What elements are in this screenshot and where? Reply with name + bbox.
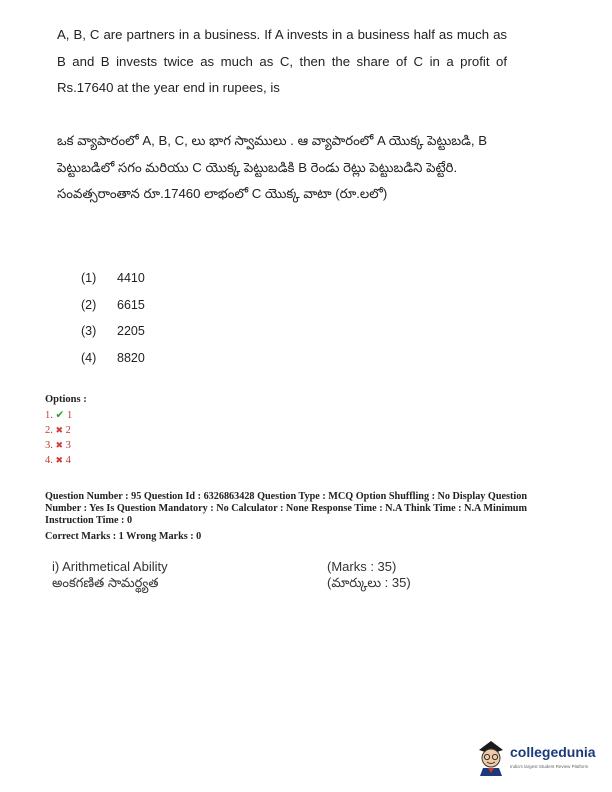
option-item-1 (45, 409, 72, 423)
option-value: 1 (66, 410, 73, 421)
option-label: 1. (45, 410, 53, 421)
option-label: 2. (45, 425, 53, 436)
choice-3 (81, 321, 145, 348)
option-label: 4. (45, 455, 53, 466)
option-value: 3 (65, 440, 71, 451)
choice-value: 4410 (117, 271, 145, 285)
marks-line: Correct Marks : 1 Wrong Marks : 0 (45, 531, 202, 542)
choice-number: (3) (81, 324, 97, 338)
section-name-en: i) Arithmetical Ability (52, 559, 168, 574)
logo-wordmark: collegedunia (510, 744, 596, 760)
options-heading: Options : (45, 394, 87, 405)
choice-number: (4) (81, 350, 97, 365)
option-value: 4 (65, 455, 71, 466)
question-telugu: ఒక వ్యాపారంలో A, B, C, లు భాగ స్వాములు . ఆ వ్యాపారంలో A యొక్క పెట్టుబడి, B పెట్టుబడిలో సగం మరియు C యొక్క పెట్టుబడికి B రెండు రెట్లు పెట్టుబడిని పెట్టేరి. సంవత్సరాంతాన రూ.17460 లాభంలో C యొక్క వాటా (రూ.లలో) (57, 133, 488, 201)
choice-value: 6615 (117, 297, 145, 312)
question-details: Question Number : 95 Question Id : 6326863428 Question Type : MCQ Option Shuffling : No Display Question Number : Yes Is Question Mandatory : No Calculator : None Response Time : N.A Think Time : N.A Minimum Instruction Time : 0 (45, 491, 527, 527)
collegedunia-logo (475, 738, 605, 778)
cross-icon: ✖ (55, 455, 64, 465)
choice-2 (81, 295, 145, 322)
student-mascot-icon (475, 738, 507, 776)
question-english: A, B, C are partners in a business. If A invests in a business half as much as B and B invests twice as much as C, then the share of C in a profit of Rs.17640 at the year end in rupees, is (57, 27, 507, 95)
choice-number: (1) (81, 271, 97, 285)
option-value: 2 (65, 425, 71, 436)
cross-icon: ✖ (55, 425, 64, 435)
cross-icon: ✖ (55, 440, 64, 450)
check-icon: ✔ (55, 410, 65, 421)
section-name-te: అంకగణిత సామర్థ్యత (52, 575, 159, 590)
options-list (45, 409, 72, 468)
option-item-2 (45, 423, 72, 438)
answer-choices (81, 268, 145, 374)
choice-1 (81, 268, 145, 295)
choice-value: 8820 (117, 350, 145, 365)
choice-4 (81, 348, 145, 375)
choice-value: 2205 (117, 324, 145, 338)
option-item-4 (45, 453, 72, 468)
option-label: 3. (45, 440, 53, 451)
choice-number: (2) (81, 297, 97, 312)
section-marks-te: (మార్కులు : 35) (327, 575, 411, 590)
option-item-3 (45, 438, 72, 453)
section-marks-en: (Marks : 35) (327, 559, 397, 574)
logo-tagline: India's largest Student Review Platform (510, 764, 589, 769)
